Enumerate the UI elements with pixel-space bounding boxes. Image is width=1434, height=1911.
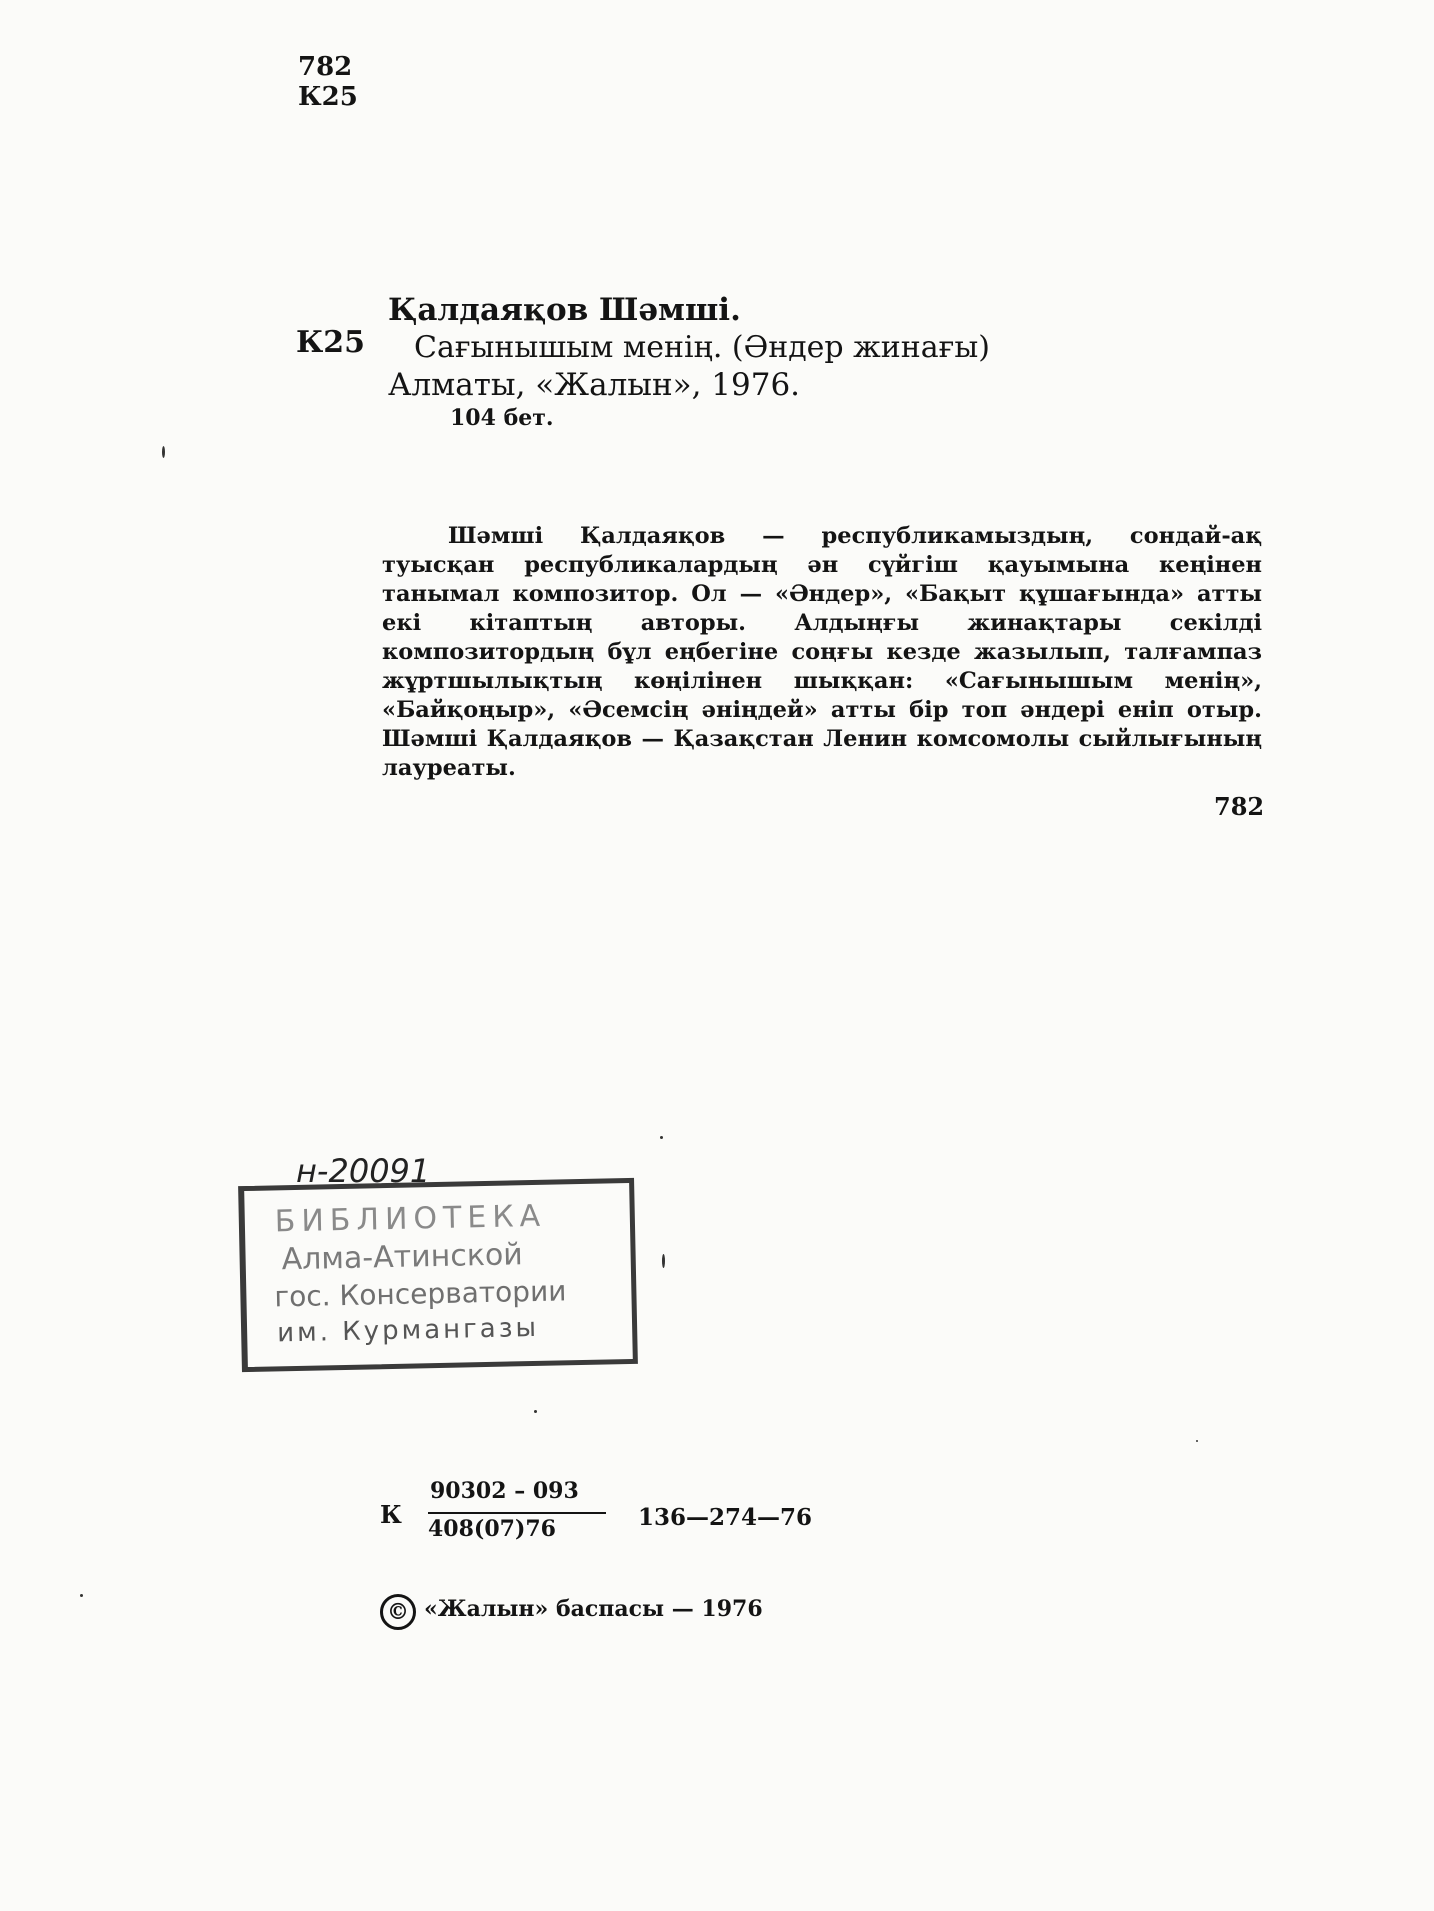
stamp-line: Алма-Атинской xyxy=(281,1237,524,1278)
order-code: 136—274—76 xyxy=(638,1504,813,1531)
book-title: Сағынышым менің. (Әндер жинағы) xyxy=(414,330,990,365)
scan-speck xyxy=(534,1410,537,1413)
scan-speck xyxy=(662,1254,665,1268)
publication-imprint: Алматы, «Жалын», 1976. xyxy=(388,367,801,403)
index-numerator: 90302 – 093 xyxy=(430,1478,579,1504)
annotation-paragraph: Шәмші Қалдаяқов — республикамыздың, сондай-ақ туысқан республикалардың ән сүйгіш қауымына кеңінен танымал композитор. Ол — «Әндер», «Бақыт құшағында» атты екі кітаптың авторы. Алдыңғы жинақтары секілді композитордың бұл еңбегіне соңғы кезде жазылып, талғампаз жұртшылықтың көңілінен шыққан: «Сағынышым менің», «Байқоңыр», «Әсемсің әніңдей» атты бір топ әндері еніп отыр. Шәмші Қалдаяқов — Қазақстан Ленин комсомолы сыйлығының лауреаты. xyxy=(382,523,1262,781)
udc-code: 782 xyxy=(298,52,353,82)
stamp-line: БИБЛИОТЕКА xyxy=(274,1198,547,1240)
stamp-line: гос. Консерватории xyxy=(274,1274,567,1314)
scan-speck xyxy=(162,446,165,458)
page-count: 104 бет. xyxy=(450,405,554,431)
fraction-line xyxy=(428,1512,606,1514)
index-denominator: 408(07)76 xyxy=(428,1516,556,1542)
copyright-text: «Жалын» баспасы — 1976 xyxy=(424,1596,763,1622)
author-name: Қалдаяқов Шәмші. xyxy=(388,292,741,328)
author-mark: К25 xyxy=(298,82,358,112)
handwritten-inventory-number: н-20091 xyxy=(296,1152,431,1190)
classification-block xyxy=(298,52,358,112)
scan-speck xyxy=(660,1136,663,1139)
index-letter: К xyxy=(380,1500,402,1529)
scan-speck xyxy=(80,1594,83,1597)
library-stamp xyxy=(238,1178,638,1372)
catalog-code: К25 xyxy=(296,325,366,360)
scan-speck xyxy=(1196,1440,1198,1442)
udc-code-right: 782 xyxy=(1214,792,1265,821)
stamp-line: им. Курмангазы xyxy=(276,1312,540,1349)
copyright-icon: © xyxy=(380,1594,416,1630)
